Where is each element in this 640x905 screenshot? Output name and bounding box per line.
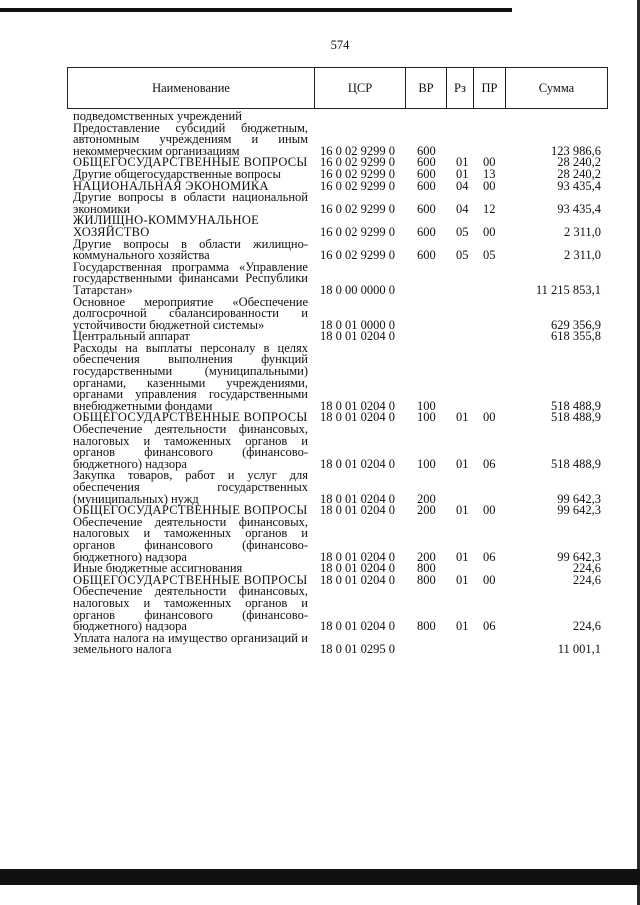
table-row [0, 424, 640, 470]
row-vr: 800 [417, 619, 436, 634]
row-sum: 123 986,6 [551, 143, 601, 158]
row-pr: 05 [483, 248, 496, 263]
row-pr: 00 [483, 155, 496, 170]
row-sum: 93 435,4 [557, 178, 601, 193]
table-row [0, 630, 640, 657]
row-name: Основное мероприятие «Обеспечение долгосрочной сбалансированности и устойчивости бюджетной системы» [73, 294, 308, 332]
row-name: Обеспечение деятельности финансовых, налоговых и таможенных органов и органов финансового (финансово-бюджетного) надзора [73, 422, 308, 471]
row-vr: 100 [417, 410, 436, 425]
row-name: Другие общегосударственные вопросы [73, 166, 281, 181]
row-rz: 01 [456, 410, 469, 425]
row-name: подведомственных учреждений [73, 109, 242, 123]
scan-border-bottom [0, 869, 640, 885]
table-row [0, 294, 640, 332]
table-row [0, 586, 640, 632]
row-name: Обеспечение деятельности финансовых, налоговых и таможенных органов и органов финансового (финансово-бюджетного) надзора [73, 584, 308, 634]
row-csr: 18 0 00 0000 0 [320, 282, 395, 297]
row-sum: 99 642,3 [557, 503, 601, 518]
row-pr: 06 [483, 549, 496, 564]
row-csr: 18 0 01 0204 0 [320, 410, 395, 425]
row-rz: 01 [456, 572, 469, 587]
row-sum: 99 642,3 [557, 491, 601, 506]
row-name: Другие вопросы в области жилищно-коммунального хозяйства [73, 236, 308, 263]
row-csr: 16 0 02 9299 0 [320, 224, 395, 239]
row-sum: 93 435,4 [557, 201, 601, 216]
row-vr: 800 [417, 561, 436, 576]
row-sum: 2 311,0 [563, 224, 601, 239]
row-rz: 04 [456, 201, 469, 216]
row-pr: 06 [483, 456, 496, 471]
row-csr: 18 0 01 0204 0 [320, 491, 395, 506]
header-vr: ВР [406, 68, 447, 109]
row-csr: 18 0 01 0204 0 [320, 549, 395, 564]
row-sum: 629 356,9 [551, 317, 601, 332]
row-name: ОБЩЕГОСУДАРСТВЕННЫЕ ВОПРОСЫ [73, 155, 308, 170]
row-rz: 05 [456, 224, 469, 239]
table-row [0, 340, 640, 413]
row-pr: 00 [483, 410, 496, 425]
row-vr: 200 [417, 503, 436, 518]
row-rz: 05 [456, 248, 469, 263]
row-name: Закупка товаров, работ и услуг для обеспечения государственных (муниципальных) нужд [73, 468, 308, 506]
row-sum: 518 488,9 [551, 456, 601, 471]
row-vr: 200 [417, 491, 436, 506]
row-sum: 99 642,3 [557, 549, 601, 564]
row-csr: 16 0 02 9299 0 [320, 166, 395, 181]
row-name: Иные бюджетные ассигнования [73, 561, 243, 576]
row-name: Государственная программа «Управление государственными финансами Республики Татарстан» [73, 259, 308, 297]
row-rz: 01 [456, 166, 469, 181]
row-sum: 224,6 [572, 561, 601, 576]
row-vr: 100 [417, 398, 436, 413]
row-vr: 600 [417, 201, 436, 216]
scan-border-top [0, 8, 512, 12]
row-sum: 224,6 [572, 619, 601, 634]
row-vr: 200 [417, 549, 436, 564]
row-sum: 2 311,0 [563, 248, 601, 263]
row-csr: 18 0 01 0204 0 [320, 329, 395, 344]
row-name: ЖИЛИЩНО-КОММУНАЛЬНОЕ ХОЗЯЙСТВО [73, 213, 260, 239]
row-sum: 518 488,9 [551, 410, 601, 425]
row-name: Обеспечение деятельности финансовых, налоговых и таможенных органов и органов финансового (финансово-бюджетного) надзора [73, 514, 308, 564]
row-csr: 16 0 02 9299 0 [320, 178, 395, 193]
table-row [0, 192, 640, 215]
row-sum: 11 215 853,1 [535, 282, 601, 297]
header-pr: ПР [474, 68, 506, 109]
row-sum: 518 488,9 [551, 398, 601, 413]
row-csr: 16 0 02 9299 0 [320, 155, 395, 170]
row-pr: 12 [483, 201, 496, 216]
row-pr: 06 [483, 619, 496, 634]
row-csr: 18 0 01 0295 0 [320, 642, 395, 657]
row-csr: 16 0 02 9299 0 [320, 201, 395, 216]
row-sum: 28 240,2 [557, 166, 601, 181]
row-vr: 600 [417, 224, 436, 239]
row-vr: 800 [417, 572, 436, 587]
row-csr: 16 0 02 9299 0 [320, 143, 395, 158]
row-csr: 18 0 01 0204 0 [320, 503, 395, 518]
row-csr: 18 0 01 0204 0 [320, 561, 395, 576]
row-pr: 13 [483, 166, 496, 181]
row-rz: 01 [456, 155, 469, 170]
table-row [0, 215, 640, 238]
table-row [0, 259, 640, 297]
row-name: Уплата налога на имущество организаций и земельного налога [73, 630, 308, 657]
header-csr: ЦСР [315, 68, 406, 109]
table-header [67, 67, 608, 109]
row-sum: 618 355,8 [551, 329, 601, 344]
table-body [0, 111, 640, 656]
row-name: ОБЩЕГОСУДАРСТВЕННЫЕ ВОПРОСЫ [73, 503, 308, 518]
header-name: Наименование [68, 68, 315, 109]
row-rz: 01 [456, 619, 469, 634]
row-csr: 18 0 01 0204 0 [320, 456, 395, 471]
row-pr: 00 [483, 224, 496, 239]
row-name: Предоставление субсидий бюджетным, автономным учреждениям и иным некоммерческим организациям [73, 120, 308, 158]
table-row [0, 120, 640, 158]
row-sum: 28 240,2 [557, 155, 601, 170]
row-vr: 600 [417, 143, 436, 158]
table-row [0, 236, 640, 263]
table-row [0, 514, 640, 564]
row-csr: 18 0 01 0204 0 [320, 398, 395, 413]
row-name: ОБЩЕГОСУДАРСТВЕННЫЕ ВОПРОСЫ [73, 410, 308, 425]
row-vr: 600 [417, 166, 436, 181]
row-rz: 01 [456, 549, 469, 564]
row-vr: 600 [417, 248, 436, 263]
row-vr: 600 [417, 178, 436, 193]
row-name: Другие вопросы в области национальной экономики [73, 190, 308, 216]
row-csr: 18 0 01 0000 0 [320, 317, 395, 332]
header-sum: Сумма [506, 68, 608, 109]
row-vr: 100 [417, 456, 436, 471]
row-csr: 18 0 01 0204 0 [320, 572, 395, 587]
row-pr: 00 [483, 572, 496, 587]
table-row [0, 470, 640, 505]
row-name: НАЦИОНАЛЬНАЯ ЭКОНОМИКА [73, 178, 269, 193]
row-vr: 600 [417, 155, 436, 170]
row-sum: 224,6 [572, 572, 601, 587]
header-rz: Рз [447, 68, 474, 109]
row-pr: 00 [483, 503, 496, 518]
row-rz: 04 [456, 178, 469, 193]
row-name: ОБЩЕГОСУДАРСТВЕННЫЕ ВОПРОСЫ [73, 572, 308, 587]
row-csr: 18 0 01 0204 0 [320, 619, 395, 634]
row-rz: 01 [456, 503, 469, 518]
row-name: Центральный аппарат [73, 329, 190, 344]
row-name: Расходы на выплаты персоналу в целях обеспечения выполнения функций государственными (муниципальными) органами, казенными учреждениями, органами управления государственными внебюджетными фондами [73, 340, 308, 413]
page-number: 574 [330, 38, 350, 52]
row-csr: 16 0 02 9299 0 [320, 248, 395, 263]
row-sum: 11 001,1 [557, 642, 601, 657]
row-pr: 00 [483, 178, 496, 193]
row-rz: 01 [456, 456, 469, 471]
